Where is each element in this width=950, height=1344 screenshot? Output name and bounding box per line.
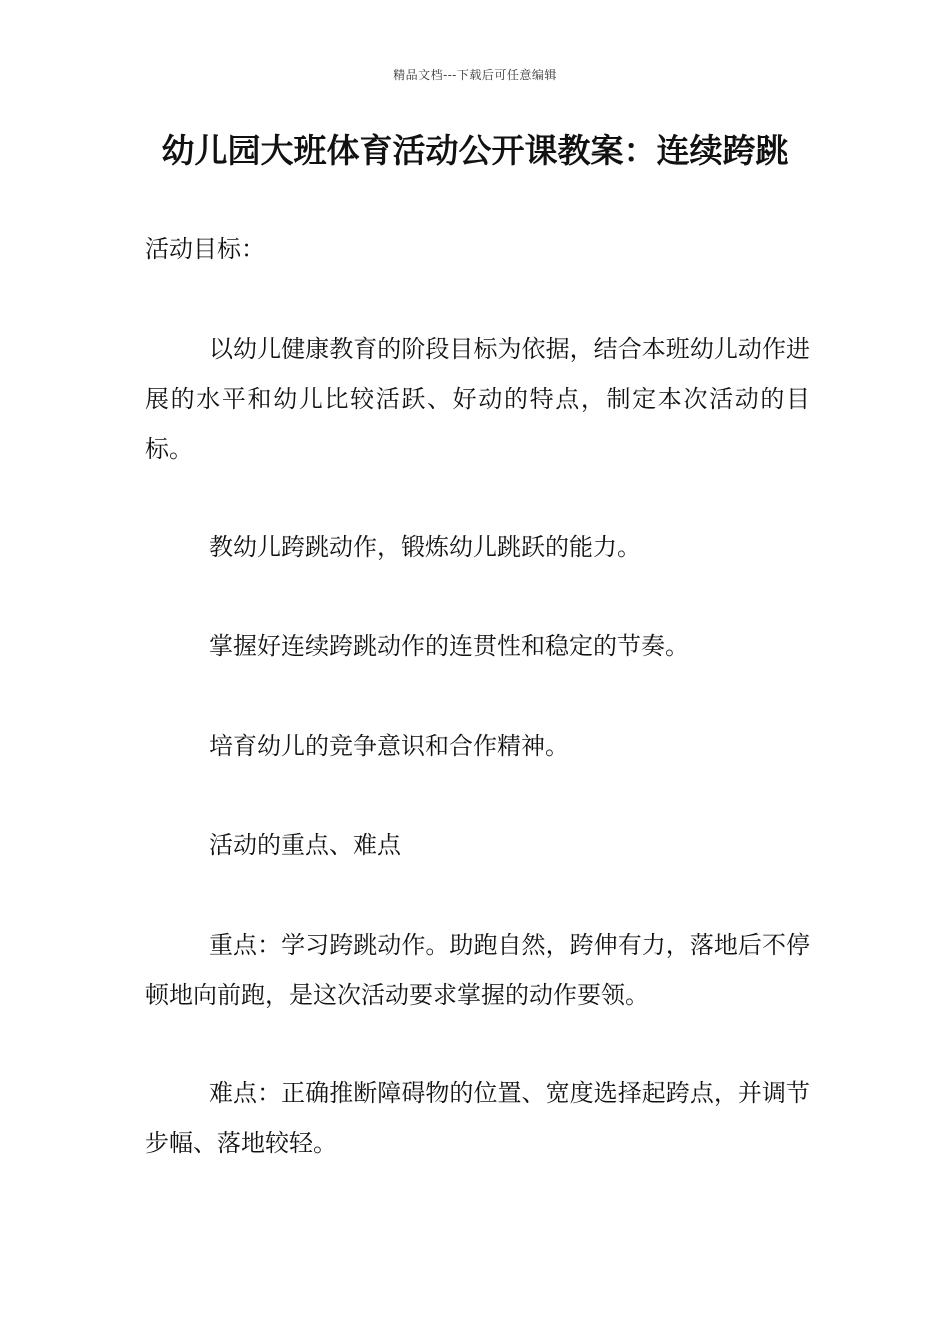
paragraph-objective-2: 掌握好连续跨跳动作的连贯性和稳定的节奏。 — [209, 632, 689, 660]
section-heading-objectives: 活动目标： — [145, 235, 265, 263]
page-header: 精品文档---下载后可任意编辑 — [393, 68, 557, 82]
paragraph-objective-1: 教幼儿跨跳动作，锻炼幼儿跳跃的能力。 — [209, 533, 641, 561]
paragraph-key-point: 重点：学习跨跳动作。助跑自然，跨伸有力，落地后不停顿地向前跑，是这次活动要求掌握的动作要领。 — [145, 931, 810, 1009]
paragraph-objective-3: 培育幼儿的竞争意识和合作精神。 — [209, 732, 569, 760]
section-heading-key-points: 活动的重点、难点 — [209, 831, 401, 859]
paragraph-difficulty: 难点：正确推断障碍物的位置、宽度选择起跨点，并调节步幅、落地较轻。 — [145, 1079, 810, 1157]
paragraph-objectives-intro: 以幼儿健康教育的阶段目标为依据，结合本班幼儿动作进展的水平和幼儿比较活跃、好动的特点，制定本次活动的目标。 — [145, 335, 810, 463]
document-title: 幼儿园大班体育活动公开课教案：连续跨跳 — [161, 131, 789, 170]
